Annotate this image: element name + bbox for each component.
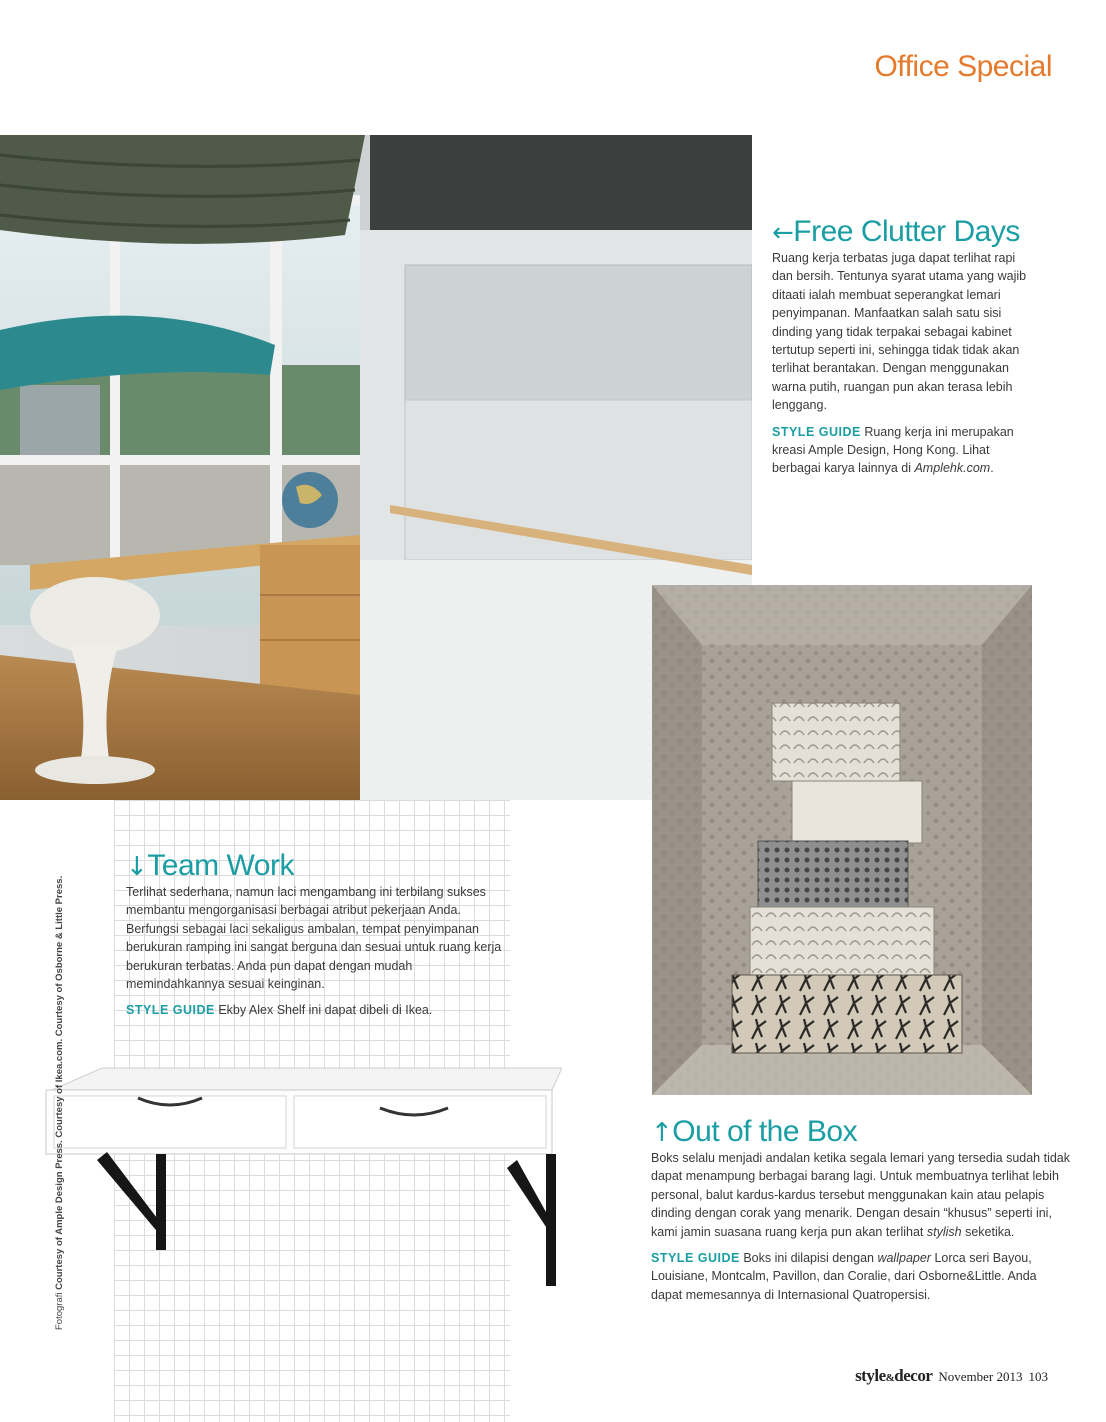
page-footer bbox=[855, 1366, 1048, 1386]
website-link[interactable]: Amplehk.com bbox=[914, 461, 991, 476]
arrow-up-icon: ↑ bbox=[651, 1118, 673, 1148]
photo-credit: Fotografi Courtesy of Ample Design Press. Courtesy of Ikea.com. Courtesy of Osborne & Little Press. bbox=[54, 875, 65, 1330]
section-title: Office Special bbox=[874, 50, 1052, 83]
office-photo bbox=[0, 135, 752, 800]
article-team-work bbox=[126, 850, 506, 1020]
storage-boxes-photo bbox=[652, 585, 1032, 1095]
arrow-down-icon: ↓ bbox=[126, 852, 148, 882]
article-title: ←Free Clutter Days bbox=[772, 215, 1020, 248]
article-free-clutter-days bbox=[772, 216, 1038, 478]
article-body: Ruang kerja terbatas juga dapat terlihat rapi dan bersih. Tentunya syarat utama yang wajib ditaati ialah membuat seperangkat lemari penyimpanan. Manfaatkan salah satu sisi dinding yang tidak terpakai sebagai kabinet tertutup seperti ini, sehingga tidak tidak akan terlihat berantakan. Dengan menggunakan warna putih, ruangan pun akan terasa lebih lenggang. bbox=[772, 251, 1027, 413]
article-title: ↑Out of the Box bbox=[651, 1115, 858, 1148]
style-guide: STYLE GUIDE Ruang kerja ini merupakan kreasi Ample Design, Hong Kong. Lihat berbagai karya lainnya di Amplehk.com. bbox=[772, 424, 1014, 476]
ekby-alex-shelf-image bbox=[42, 1060, 562, 1300]
arrow-left-icon: ← bbox=[772, 218, 794, 248]
article-out-of-the-box bbox=[651, 1116, 1071, 1304]
issue-date: November 2013 bbox=[938, 1369, 1023, 1384]
article-title: ↓Team Work bbox=[126, 849, 294, 882]
article-body: Terlihat sederhana, namun laci mengambang ini terbilang sukses membantu mengorganisasi berbagai atribut pekerjaan Anda. Berfungsi sebagai laci sekaligus ambalan, tempat penyimpanan berukuran ramping ini sangat berguna dan sesuai untuk ruang kerja berukuran terbatas. Anda pun dapat dengan mudah memindahkannya sesuai keinginan. bbox=[126, 885, 502, 992]
article-body: Boks selalu menjadi andalan ketika segala lemari yang tersedia sudah tidak dapat menampung berbagai barang lagi. Untuk membuatnya terlihat lebih personal, balut kardus-kardus tersebut menggunakan kain atau pelapis dinding dengan corak yang menarik. Dengan desain “khusus” seperti ini, kami jamin suasana ruang kerja pun akan terlihat stylish seketika. bbox=[651, 1151, 1071, 1239]
style-guide: STYLE GUIDE Ekby Alex Shelf ini dapat dibeli di Ikea. bbox=[126, 1003, 433, 1018]
style-guide: STYLE GUIDE Boks ini dilapisi dengan wallpaper Lorca seri Bayou, Louisiane, Montcalm, Pavillon, dan Coralie, dari Osborne&Little. Anda dapat memesannya di Internasional Quatropersisi. bbox=[651, 1251, 1037, 1302]
magazine-logo: style&decor bbox=[855, 1366, 933, 1385]
page-number: 103 bbox=[1028, 1369, 1048, 1384]
